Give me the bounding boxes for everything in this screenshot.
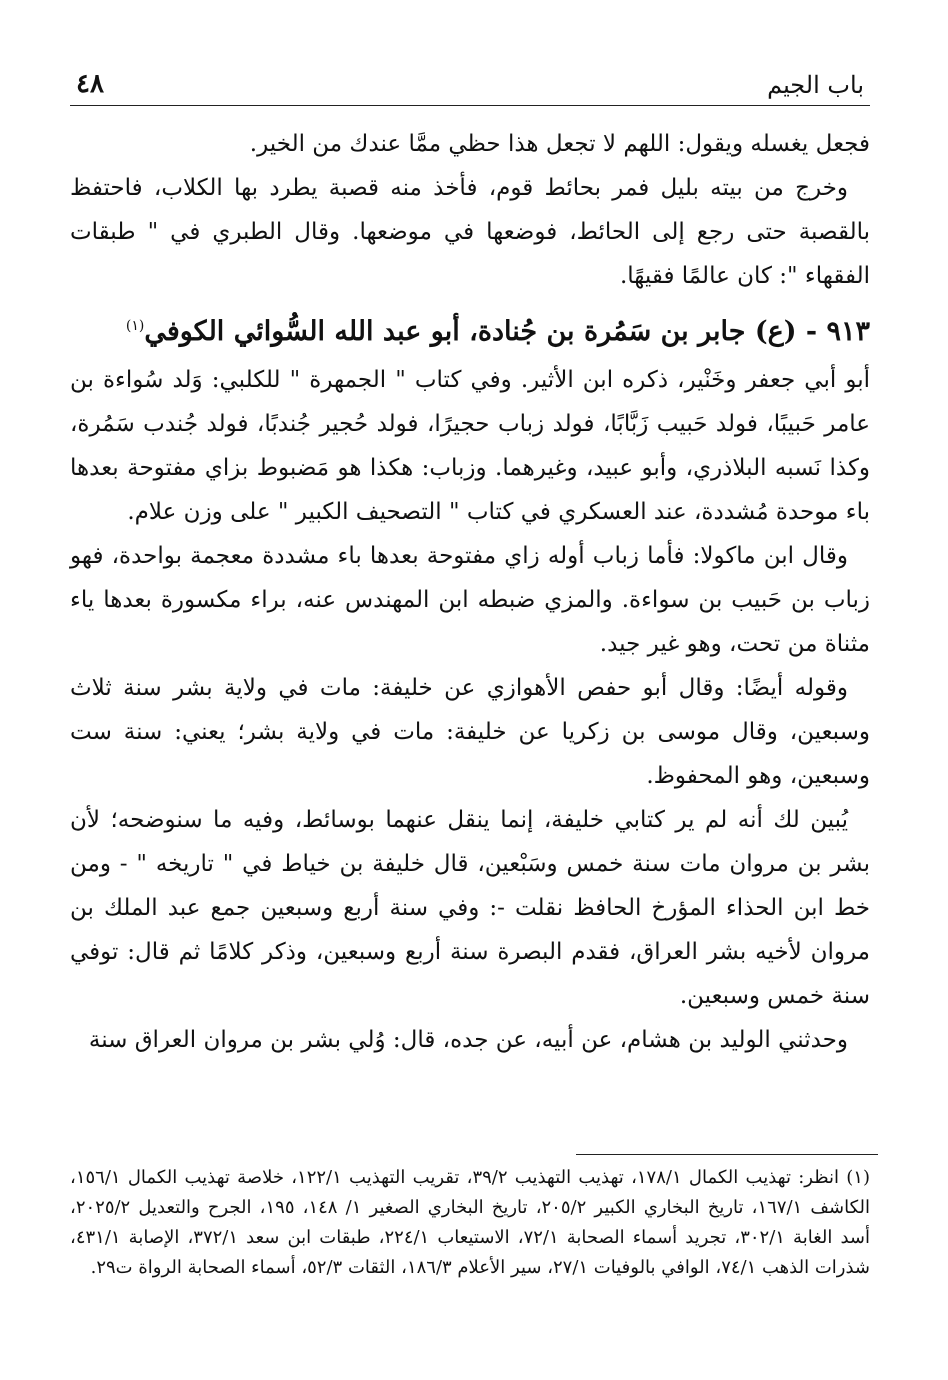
paragraph: أبو أبي جعفر وخَنْير، ذكره ابن الأثير. وفي كتاب " الجمهرة " للكلبي: وَلد سُواءة بن عامر حَبيبًا، فولد حَبيب زَبَّابًا، فولد زباب حجيرًا، فولد حُجير جُندبًا، فولد جُندب سَمُرة، وكذا نَسبه البلاذري، وأبو عبيد، وغيرهما. وزباب: هكذا هو مَضبوط بزاي مفتوحة بعدها باء موحدة مُشددة، عند العسكري في كتاب " التصحيف الكبير " على وزن علام. bbox=[70, 367, 870, 525]
page-number: ٤٨ bbox=[76, 69, 104, 99]
page-header bbox=[70, 60, 870, 106]
paragraph: وخرج من بيته بليل فمر بحائط قوم، فأخذ منه قصبة يطرد بها الكلاب، فاحتفظ بالقصبة حتى رجع إلى الحائط، فوضعها في موضعها. وقال الطبري في " طبقات الفقهاء ": كان عالمًا فقيهًا. bbox=[70, 175, 870, 289]
paragraph: وحدثني الوليد بن هشام، عن أبيه، عن جده، قال: وُلي بشر بن مروان العراق سنة bbox=[88, 1027, 848, 1053]
entry-heading-text: ٩١٣ - (ع) جابر بن سَمُرة بن جُنادة، أبو عبد الله السُّوائي الكوفي bbox=[144, 316, 870, 347]
footnote-separator bbox=[576, 1154, 878, 1155]
page bbox=[70, 60, 870, 1062]
main-text bbox=[70, 122, 870, 1062]
running-title: باب الجيم bbox=[767, 71, 864, 99]
footnote-marker: (١) bbox=[125, 318, 145, 334]
paragraph: وقوله أيضًا: وقال أبو حفص الأهوازي عن خليفة: مات في ولاية بشر سنة ثلاث وسبعين، وقال موسى بن زكريا عن خليفة: مات في ولاية بشر؛ يعني: سنة ست وسبعين، وهو المحفوظ. bbox=[70, 675, 870, 789]
paragraph: فجعل يغسله ويقول: اللهم لا تجعل هذا حظي ممَّا عندك من الخير. bbox=[249, 131, 870, 157]
paragraph: يُبين لك أنه لم ير كتابي خليفة، إنما ينقل عنهما بوسائط، وفيه ما سنوضحه؛ لأن بشر بن مروان مات سنة خمس وسَبْعين، قال خليفة بن خياط في " تاريخه " - ومن خط ابن الحذاء المؤرخ الحافظ نقلت -: وفي سنة أربع وسبعين جمع عبد الملك بن مروان لأخيه بشر العراق، فقدم البصرة سنة أربع وسبعين، وذكر كلامًا ثم قال: توفي سنة خمس وسبعين. bbox=[70, 807, 870, 1009]
footnotes bbox=[70, 1163, 870, 1283]
footnote: (١) انظر: تهذيب الكمال ١٧٨/١، تهذيب التهذيب ٣٩/٢، تقريب التهذيب ١٢٢/١، خلاصة تهذيب الكمال ١٥٦/١، الكاشف ١٦٧/١، تاريخ البخاري الكبير ٢٠٥/٢، تاريخ البخاري الصغير ١/ ١٤٨، ١٩٥، الجرح والتعديل ٢٠٢٥/٢، أسد الغابة ٣٠٢/١، تجريد أسماء الصحابة ٧٢/١، الاستيعاب ٢٢٤/١، طبقات ابن سعد ٣٧٢/١، الإصابة ٤٣١/١، شذرات الذهب ٧٤/١، الوافي بالوفيات ٢٧/١، سير الأعلام ١٨٦/٣، الثقات ٥٢/٣، أسماء الصحابة الرواة ت٢٩. bbox=[70, 1167, 871, 1278]
paragraph: وقال ابن ماكولا: فأما زباب أوله زاي مفتوحة بعدها باء مشددة معجمة بواحدة، فهو زباب بن حَبيب بن سواءة. والمزي ضبطه ابن المهندس عنه، براء مكسورة بعدها ياء مثناة من تحت، وهو غير جيد. bbox=[70, 543, 870, 657]
entry-heading bbox=[70, 300, 870, 358]
